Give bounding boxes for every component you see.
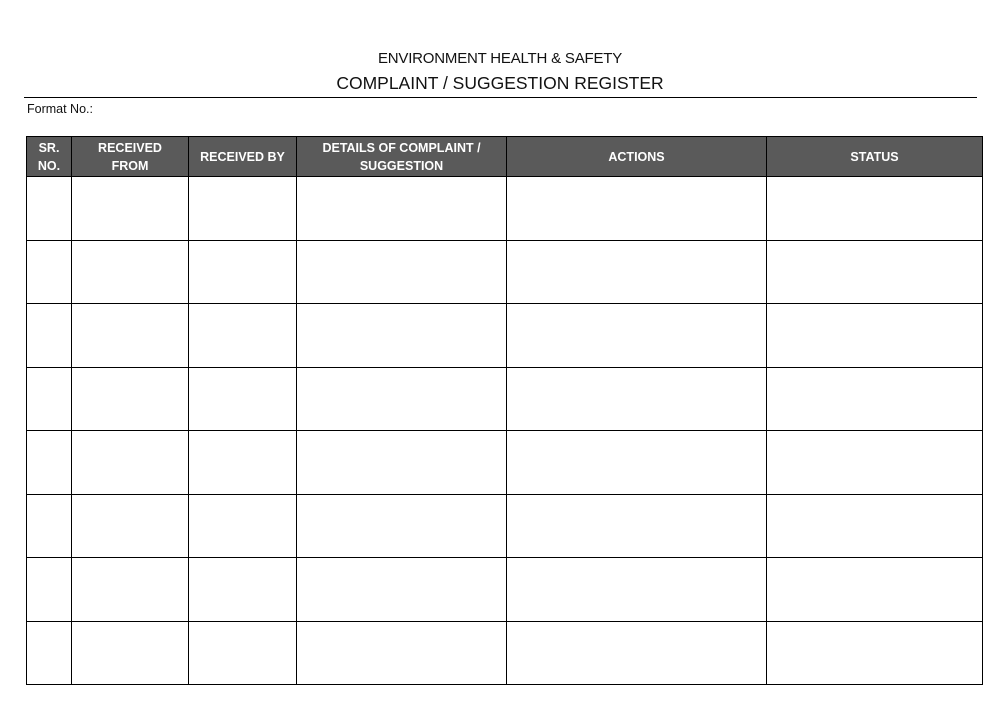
register-table xyxy=(26,136,983,685)
cell-received-from[interactable] xyxy=(72,304,189,368)
cell-details[interactable] xyxy=(297,367,507,431)
table-row xyxy=(27,558,983,622)
format-no-label: Format No.: xyxy=(27,102,93,116)
header-row xyxy=(27,137,983,177)
cell-actions[interactable] xyxy=(507,240,767,304)
cell-received-by[interactable] xyxy=(189,494,297,558)
cell-status[interactable] xyxy=(767,431,983,495)
header-sr-no-line2: NO. xyxy=(37,158,61,173)
cell-received-by[interactable] xyxy=(189,240,297,304)
table-row xyxy=(27,621,983,685)
header-actions-line1: ACTIONS xyxy=(608,149,665,164)
cell-actions[interactable] xyxy=(507,177,767,241)
cell-details[interactable] xyxy=(297,494,507,558)
cell-status[interactable] xyxy=(767,304,983,368)
header-details xyxy=(297,137,507,177)
document-subtitle: COMPLAINT / SUGGESTION REGISTER xyxy=(336,73,664,93)
header-received-by xyxy=(189,137,297,177)
register-body xyxy=(27,177,983,685)
cell-sr-no[interactable] xyxy=(27,494,72,558)
cell-received-from[interactable] xyxy=(72,494,189,558)
cell-received-by[interactable] xyxy=(189,431,297,495)
cell-sr-no[interactable] xyxy=(27,431,72,495)
cell-status[interactable] xyxy=(767,621,983,685)
table-row xyxy=(27,304,983,368)
table-row xyxy=(27,367,983,431)
cell-status[interactable] xyxy=(767,367,983,431)
header-received-by-line1: RECEIVED BY xyxy=(200,149,285,164)
cell-details[interactable] xyxy=(297,558,507,622)
cell-status[interactable] xyxy=(767,240,983,304)
document-title: ENVIRONMENT HEALTH & SAFETY xyxy=(377,50,623,67)
header-status-line1: STATUS xyxy=(850,149,899,164)
cell-sr-no[interactable] xyxy=(27,558,72,622)
cell-received-by[interactable] xyxy=(189,621,297,685)
cell-sr-no[interactable] xyxy=(27,240,72,304)
cell-status[interactable] xyxy=(767,177,983,241)
table-row xyxy=(27,431,983,495)
cell-details[interactable] xyxy=(297,431,507,495)
cell-actions[interactable] xyxy=(507,367,767,431)
cell-details[interactable] xyxy=(297,621,507,685)
header-received-from xyxy=(72,137,189,177)
table-row xyxy=(27,177,983,241)
cell-status[interactable] xyxy=(767,494,983,558)
cell-sr-no[interactable] xyxy=(27,621,72,685)
header-sr-no xyxy=(27,137,72,177)
header-sr-no-line1: SR. xyxy=(38,140,60,155)
cell-actions[interactable] xyxy=(507,558,767,622)
cell-actions[interactable] xyxy=(507,621,767,685)
cell-sr-no[interactable] xyxy=(27,367,72,431)
cell-received-by[interactable] xyxy=(189,558,297,622)
header-details-line1: DETAILS OF COMPLAINT / xyxy=(322,140,481,155)
cell-actions[interactable] xyxy=(507,494,767,558)
cell-actions[interactable] xyxy=(507,304,767,368)
cell-details[interactable] xyxy=(297,177,507,241)
header-received-from-line1: RECEIVED xyxy=(98,140,162,155)
table-row xyxy=(27,240,983,304)
header-details-line2: SUGGESTION xyxy=(359,158,444,173)
cell-received-from[interactable] xyxy=(72,558,189,622)
cell-received-from[interactable] xyxy=(72,367,189,431)
cell-received-by[interactable] xyxy=(189,367,297,431)
title-divider xyxy=(24,97,977,98)
cell-received-from[interactable] xyxy=(72,621,189,685)
cell-received-from[interactable] xyxy=(72,177,189,241)
table-row xyxy=(27,494,983,558)
cell-received-from[interactable] xyxy=(72,240,189,304)
cell-details[interactable] xyxy=(297,304,507,368)
cell-received-by[interactable] xyxy=(189,304,297,368)
cell-sr-no[interactable] xyxy=(27,177,72,241)
cell-received-from[interactable] xyxy=(72,431,189,495)
cell-received-by[interactable] xyxy=(189,177,297,241)
header-status xyxy=(767,137,983,177)
cell-sr-no[interactable] xyxy=(27,304,72,368)
header-actions xyxy=(507,137,767,177)
cell-details[interactable] xyxy=(297,240,507,304)
header-received-from-line2: FROM xyxy=(111,158,149,173)
cell-status[interactable] xyxy=(767,558,983,622)
cell-actions[interactable] xyxy=(507,431,767,495)
